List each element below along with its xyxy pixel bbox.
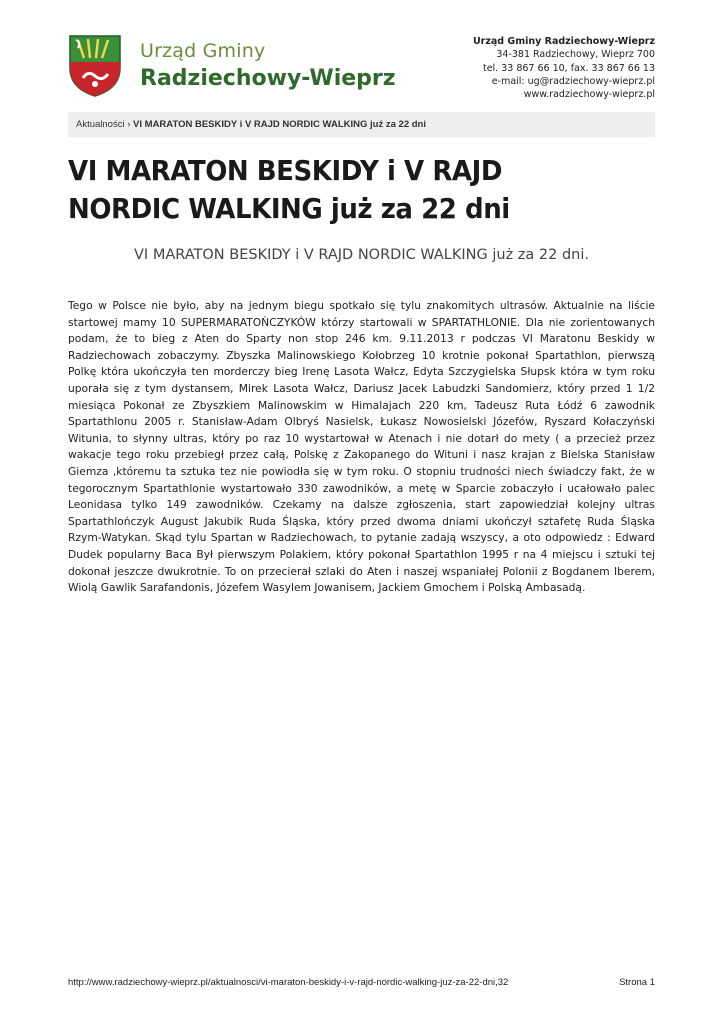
article-body: Tego w Polsce nie było, aby na jednym biegu spotkało się tylu znakomitych ultrasów. Aktualnie na liście startowej mamy 10 SUPERMARATOŃCZYKÓW którzy startowali w SPARTATHLONIE. Dla nie zorientowanych podam, że to bieg z Aten do Sparty non stop 246 km. 9.11.2013 r podczas VI Maratonu Beskidy w Radziechowach zobaczymy. Zbyszka Malinowskiego Kołobrzeg 10 krotnie pokonał Spartathlon, pierwszą Polkę która ukończyła ten morderczy bieg Irenę Lasota Wałcz, Edyta Szczygielska Słupsk która w tym roku uporała się z tym dystansem, Mirek Lasota Wałcz, Dariusz Jacek Labudzki Sandomierz, który przed 1 1/2 miesiąca Pokonał ze Zbyszkiem Malinowskim w Himalajach 220 km, Tadeusz Ruta Łódź 6 zawodnik Spartathlonu 2005 r. Stanisław-Adam Olbryś Nasielsk, Łukasz Nowosielski Józefów, Ryszard Kołaczyński Witunia, to słynny ultras, który po raz 10 wystartował w Atenach i nie dotarł do mety ( a przecież przez wakacje tego roku przebiegł przez całą, Polskę z Zakopanego do Wituni i nasz krajan z Bielska Stanisław Giemza ,któremu ta sztuka tez nie powiodła się w tym roku. O stopniu trudności niech świadczy fakt, że w tegorocznym Spartathlonie wystartowało 330 zawodników, a metę w Sparcie zobaczyło i ucałowało palec Leonidasa tylko 149 zawodników. Czekamy na dalsze zgłoszenia, start zapowiedział kolejny ultras Spartathlończyk August Jakubik Ruda Śląska, który przed dwoma dniami ukończył sztafetę Ruda Śląska Rzym-Watykan. Skąd tylu Spartan w Radziechowach, to pytanie zadają wszyscy, a oto odpowiedz : Edward Dudek popularny Baca Był pierwszym Polakiem, który pokonał Spartathlon 1995 r na 4 miejscu i sztuki tej dokonał jeszcze dwukrotnie. To on przecierał szlaki do Aten i naszej wspaniałej Polonii z Bogdanem Iberem, Wiolą Gawlik Sarafandonis, Józefem Wasylem Jowanisem, Jackiem Gmochem i Polską Ambasadą.	[68, 299, 655, 595]
coat-of-arms-icon	[68, 34, 122, 98]
logo-text-line2: Radziechowy-Wieprz	[140, 66, 396, 91]
office-phone: tel. 33 867 66 10, fax. 33 867 66 13	[482, 62, 655, 74]
footer-page-number: Strona 1	[619, 977, 655, 988]
office-website[interactable]: www.radziechowy-wieprz.pl	[523, 89, 655, 101]
breadcrumb-link-aktualnosci[interactable]: Aktualności	[76, 119, 125, 130]
logo-text-line1: Urząd Gminy	[140, 40, 266, 62]
office-email[interactable]: e-mail: ug@radziechowy-wieprz.pl	[491, 75, 655, 87]
site-logo[interactable]	[68, 34, 398, 100]
page-title: VI MARATON BESKIDY i V RAJD NORDIC WALKING już za 22 dni	[68, 154, 510, 225]
contact-block	[473, 35, 655, 101]
breadcrumb	[68, 112, 655, 137]
office-address: 34-381 Radziechowy, Wieprz 700	[496, 49, 655, 61]
office-name: Urząd Gminy Radziechowy-Wieprz	[472, 36, 655, 47]
breadcrumb-separator: ›	[127, 119, 131, 130]
footer-url[interactable]: http://www.radziechowy-wieprz.pl/aktualnosci/vi-maraton-beskidy-i-v-rajd-nordic-walking-juz-za-22-dni,32	[68, 977, 509, 988]
breadcrumb-current: VI MARATON BESKIDY i V RAJD NORDIC WALKING już za 22 dni	[133, 119, 426, 130]
article-lead: VI MARATON BESKIDY i V RAJD NORDIC WALKING już za 22 dni.	[134, 247, 589, 263]
